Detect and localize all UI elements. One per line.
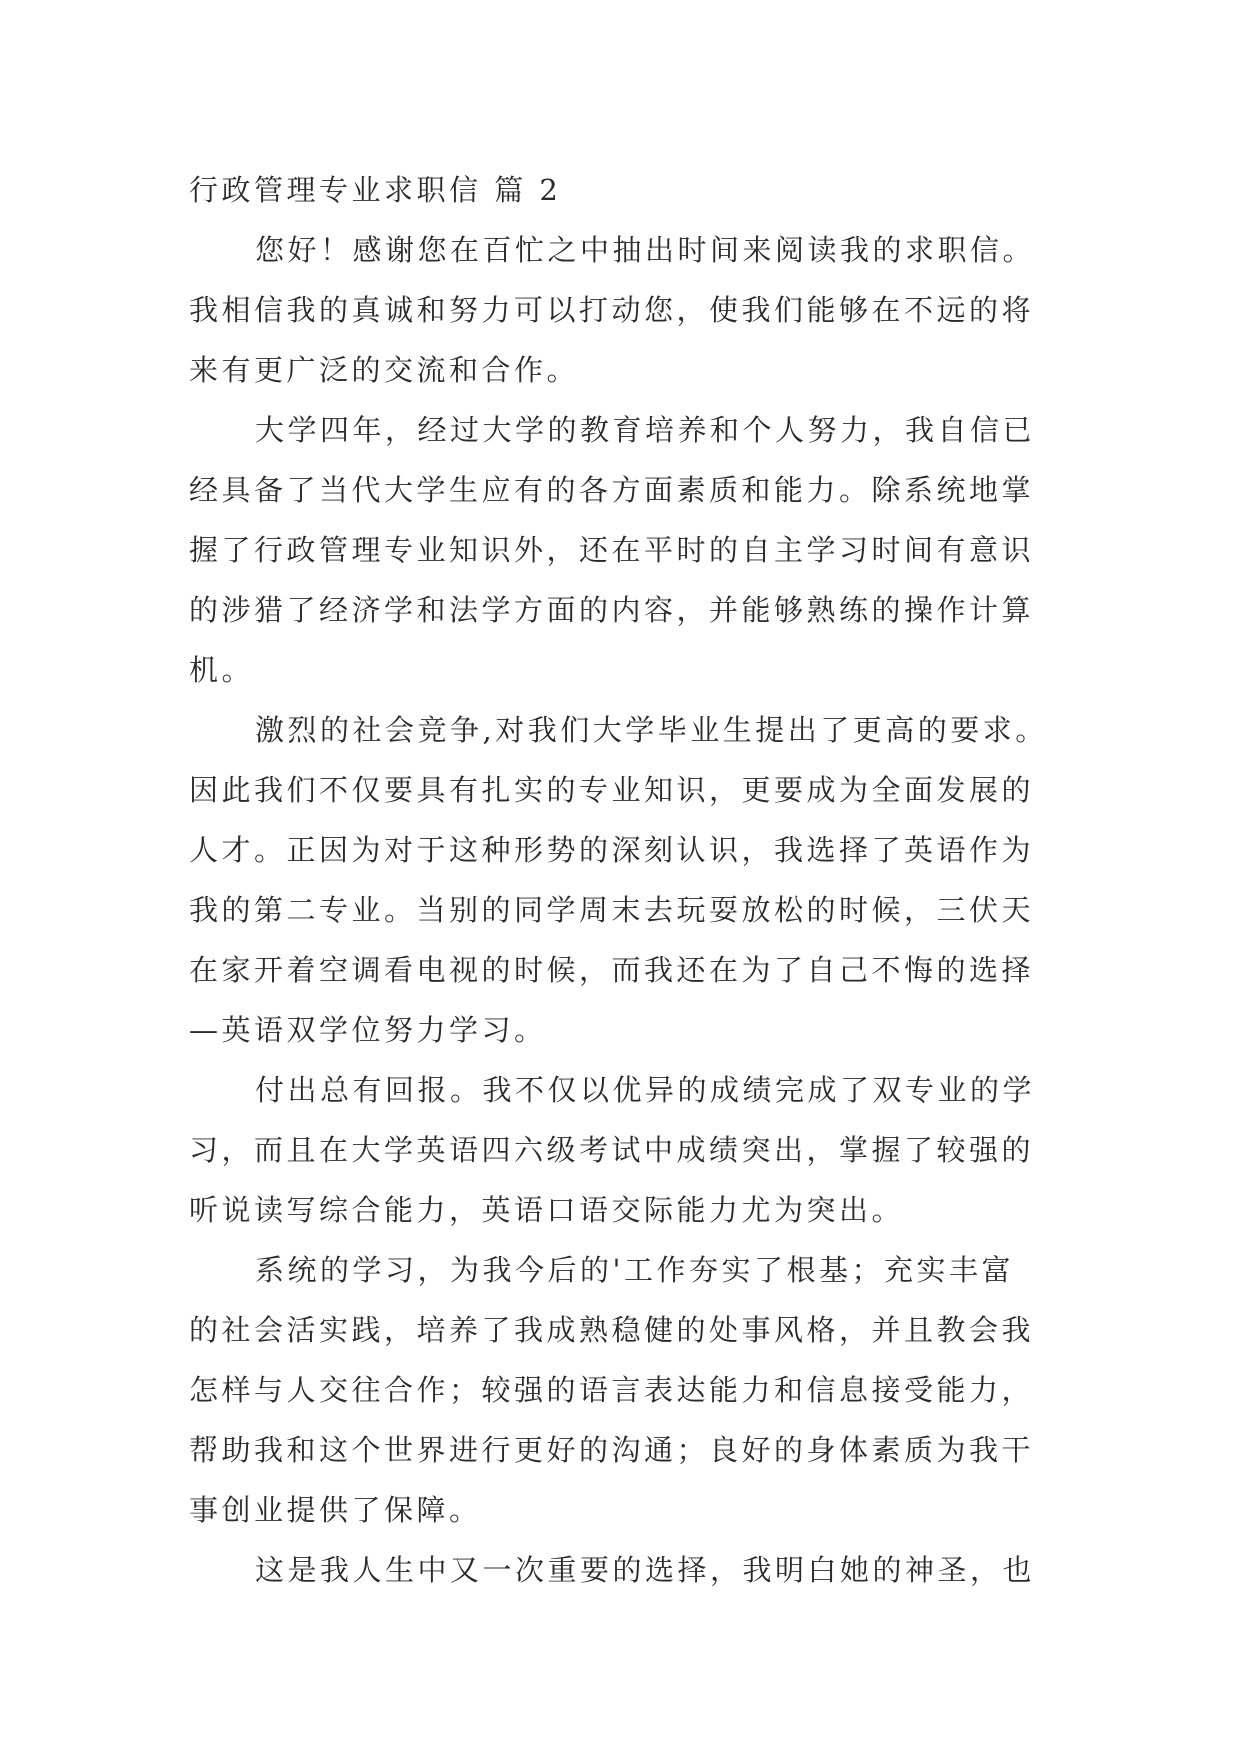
paragraph-abilities [189,1240,1049,1540]
paragraph-line: 大学四年，经过大学的教育培养和个人努力，我自信已 [255,413,1036,447]
paragraph-line: 激烈的社会竞争,对我们大学毕业生提出了更高的要求。 [255,713,1048,747]
paragraph-greeting [189,220,1049,400]
paragraph-achievement [189,1060,1049,1240]
paragraph-line: 机。 [189,653,255,687]
paragraph-line: 的社会活实践，培养了我成熟稳健的处事风格，并且教会我 [189,1313,1035,1347]
paragraph-line: 来有更广泛的交流和合作。 [189,353,580,387]
paragraph-line: 听说读写综合能力，英语口语交际能力尤为突出。 [189,1193,905,1227]
paragraph-line: 付出总有回报。我不仅以优异的成绩完成了双专业的学 [255,1073,1036,1107]
document-body [189,160,1049,1600]
paragraph-line: 事创业提供了保障。 [189,1493,482,1527]
paragraph-line: 经具备了当代大学生应有的各方面素质和能力。除系统地掌 [189,473,1035,507]
paragraph-education [189,400,1049,700]
paragraph-line: 帮助我和这个世界进行更好的沟通；良好的身体素质为我干 [189,1433,1035,1467]
paragraph-choice [189,1540,1049,1600]
paragraph-line: 的涉猎了经济学和法学方面的内容，并能够熟练的操作计算 [189,593,1035,627]
paragraph-line: 系统的学习，为我今后的'工作夯实了根基；充实丰富 [255,1253,1014,1287]
paragraph-line: 握了行政管理专业知识外，还在平时的自主学习时间有意识 [189,533,1035,567]
paragraph-line: 因此我们不仅要具有扎实的专业知识，更要成为全面发展的 [189,773,1035,807]
paragraph-line: 您好！感谢您在百忙之中抽出时间来阅读我的求职信。 [255,233,1036,267]
paragraph-line: 这是我人生中又一次重要的选择，我明白她的神圣，也 [255,1553,1036,1587]
paragraph-line: —英语双学位努力学习。 [189,1013,547,1047]
document-title: 行政管理专业求职信 篇 2 [189,173,562,207]
paragraph-competition [189,700,1049,1060]
paragraph-line: 人才。正因为对于这种形势的深刻认识，我选择了英语作为 [189,833,1035,867]
paragraph-line: 怎样与人交往合作；较强的语言表达能力和信息接受能力， [189,1373,1035,1407]
paragraph-line: 在家开着空调看电视的时候，而我还在为了自己不悔的选择 [189,953,1035,987]
paragraph-line: 我相信我的真诚和努力可以打动您，使我们能够在不远的将 [189,293,1035,327]
paragraph-line: 习，而且在大学英语四六级考试中成绩突出，掌握了较强的 [189,1133,1035,1167]
paragraph-line: 我的第二专业。当别的同学周末去玩耍放松的时候，三伏天 [189,893,1035,927]
